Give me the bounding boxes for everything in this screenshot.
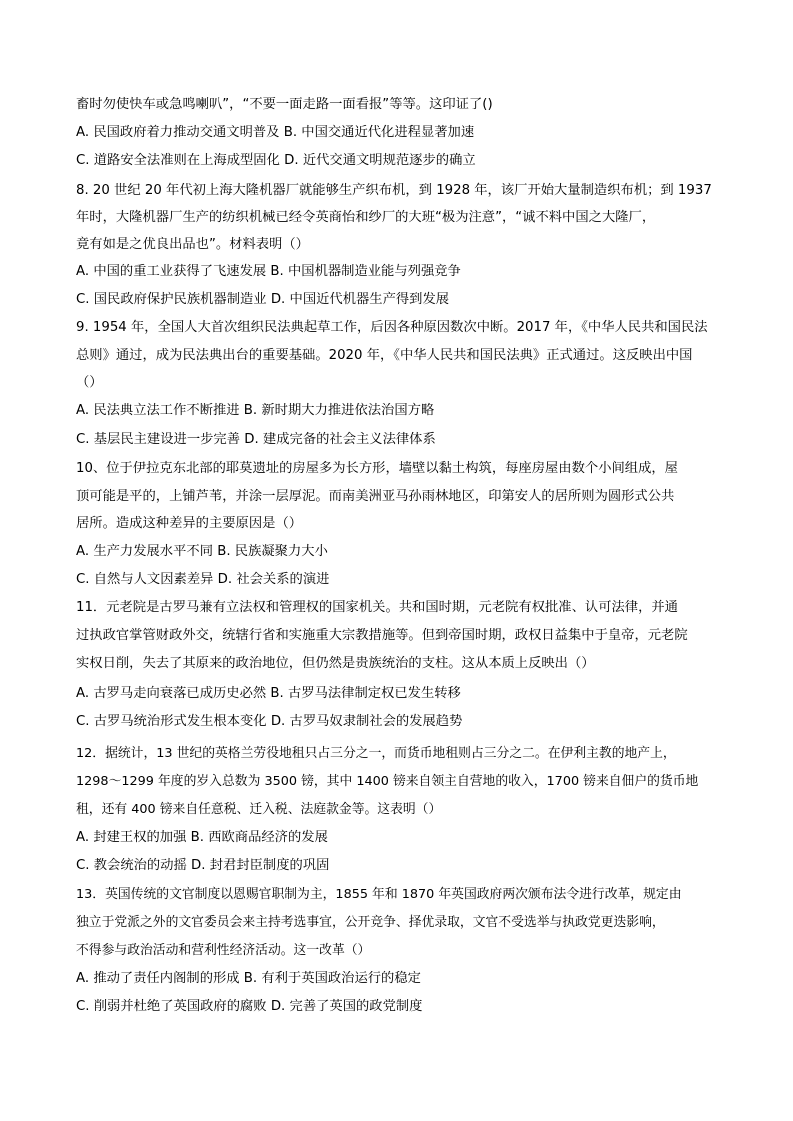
q7-stem-tail: 畜时勿使快车或急鸣喇叭”，“不要一面走路一面看报”等等。这印证了() xyxy=(76,97,493,112)
q9-stem-line-3: （） xyxy=(76,375,103,390)
q10-stem-line-3: 居所。造成这种差异的主要原因是（） xyxy=(76,516,303,531)
q8-options-ab: A. 中国的重工业获得了飞速发展 B. 中国机器制造业能与列强竞争 xyxy=(76,264,461,279)
q10-stem-line-2: 顶可能是平的，上铺芦苇，并涂一层厚泥。而南美洲亚马孙雨林地区，印第安人的居所则为圆形式公共 xyxy=(76,489,675,504)
q10-stem-line-1: 10、位于伊拉克东北部的耶莫遗址的房屋多为长方形，墙壁以黏土构筑，每座房屋由数个小间组成，屋 xyxy=(76,461,678,476)
q11-stem-line-2: 过执政官掌管财政外交，统辖行省和实施重大宗教措施等。但到帝国时期，政权日益集中于皇帝，元老院 xyxy=(76,628,688,643)
q8-stem-line-3: 竟有如是之优良出品也”。材料表明（） xyxy=(76,237,309,252)
q8-stem-line-1: 8. 20 世纪 20 年代初上海大隆机器厂就能够生产织布机，到 1928 年，该厂开始大量制造织布机；到 1937 xyxy=(76,183,712,198)
q12-stem-line-1: 12．据统计，13 世纪的英格兰劳役地租只占三分之一，而货币地租则占三分之二。在伊利主教的地产上， xyxy=(76,746,676,761)
q9-options-cd: C. 基层民主建设进一步完善 D. 建成完备的社会主义法律体系 xyxy=(76,432,436,447)
q10-options-cd: C. 自然与人文因素差异 D. 社会关系的演进 xyxy=(76,572,330,587)
q13-stem-line-2: 独立于党派之外的文官委员会来主持考选事宜，公开竞争、择优录取，文官不受选举与执政党更迭影响， xyxy=(76,915,665,930)
q9-stem-line-1: 9. 1954 年，全国人大首次组织民法典起草工作，后因各种原因数次中断。2017 年，《中华人民共和国民法 xyxy=(76,320,708,335)
q12-stem-line-3: 租，还有 400 镑来自任意税、迁入税、法庭款金等。这表明（） xyxy=(76,802,442,817)
q9-options-ab: A. 民法典立法工作不断推进 B. 新时期大力推进依法治国方略 xyxy=(76,403,435,418)
q12-options-cd: C. 教会统治的动摇 D. 封君封臣制度的巩固 xyxy=(76,858,330,873)
q9-stem-line-2: 总则》通过，成为民法典出台的重要基础。2020 年，《中华人民共和国民法典》正式通过。这反映出中国 xyxy=(76,348,693,363)
q7-options-cd: C. 道路安全法准则在上海成型固化 D. 近代交通文明规范逐步的确立 xyxy=(76,153,476,168)
q13-stem-line-1: 13．英国传统的文官制度以恩赐官职制为主，1855 年和 1870 年英国政府两次颁布法令进行改革，规定由 xyxy=(76,887,682,902)
q7-options-ab: A. 民国政府着力推动交通文明普及 B. 中国交通近代化进程显著加速 xyxy=(76,125,475,140)
q11-stem-line-1: 11．元老院是古罗马兼有立法权和管理权的国家机关。共和国时期，元老院有权批准、认可法律，并通 xyxy=(76,600,678,615)
q8-options-cd: C. 国民政府保护民族机器制造业 D. 中国近代机器生产得到发展 xyxy=(76,292,450,307)
q11-stem-line-3: 实权日削，失去了其原来的政治地位，但仍然是贵族统治的支柱。这从本质上反映出（） xyxy=(76,656,595,671)
q13-stem-line-3: 不得参与政治活动和营利性经济活动。这一改革（） xyxy=(76,943,371,958)
q11-options-cd: C. 古罗马统治形式发生根本变化 D. 古罗马奴隶制社会的发展趋势 xyxy=(76,714,463,729)
q12-stem-line-2: 1298～1299 年度的岁入总数为 3500 镑，其中 1400 镑来自领主自营地的收入，1700 镑来自佃户的货币地 xyxy=(76,774,699,789)
q13-options-cd: C. 削弱并杜绝了英国政府的腐败 D. 完善了英国的政党制度 xyxy=(76,999,423,1014)
q11-options-ab: A. 古罗马走向衰落已成历史必然 B. 古罗马法律制定权已发生转移 xyxy=(76,686,461,701)
q12-options-ab: A. 封建王权的加强 B. 西欧商品经济的发展 xyxy=(76,830,328,845)
q13-options-ab: A. 推动了责任内阁制的形成 B. 有利于英国政治运行的稳定 xyxy=(76,971,421,986)
q8-stem-line-2: 年时，大隆机器厂生产的纺织机械已经令英商怡和纱厂的大班“极为注意”，“诚不料中国之大隆厂， xyxy=(76,210,656,225)
q10-options-ab: A. 生产力发展水平不同 B. 民族凝聚力大小 xyxy=(76,544,328,559)
